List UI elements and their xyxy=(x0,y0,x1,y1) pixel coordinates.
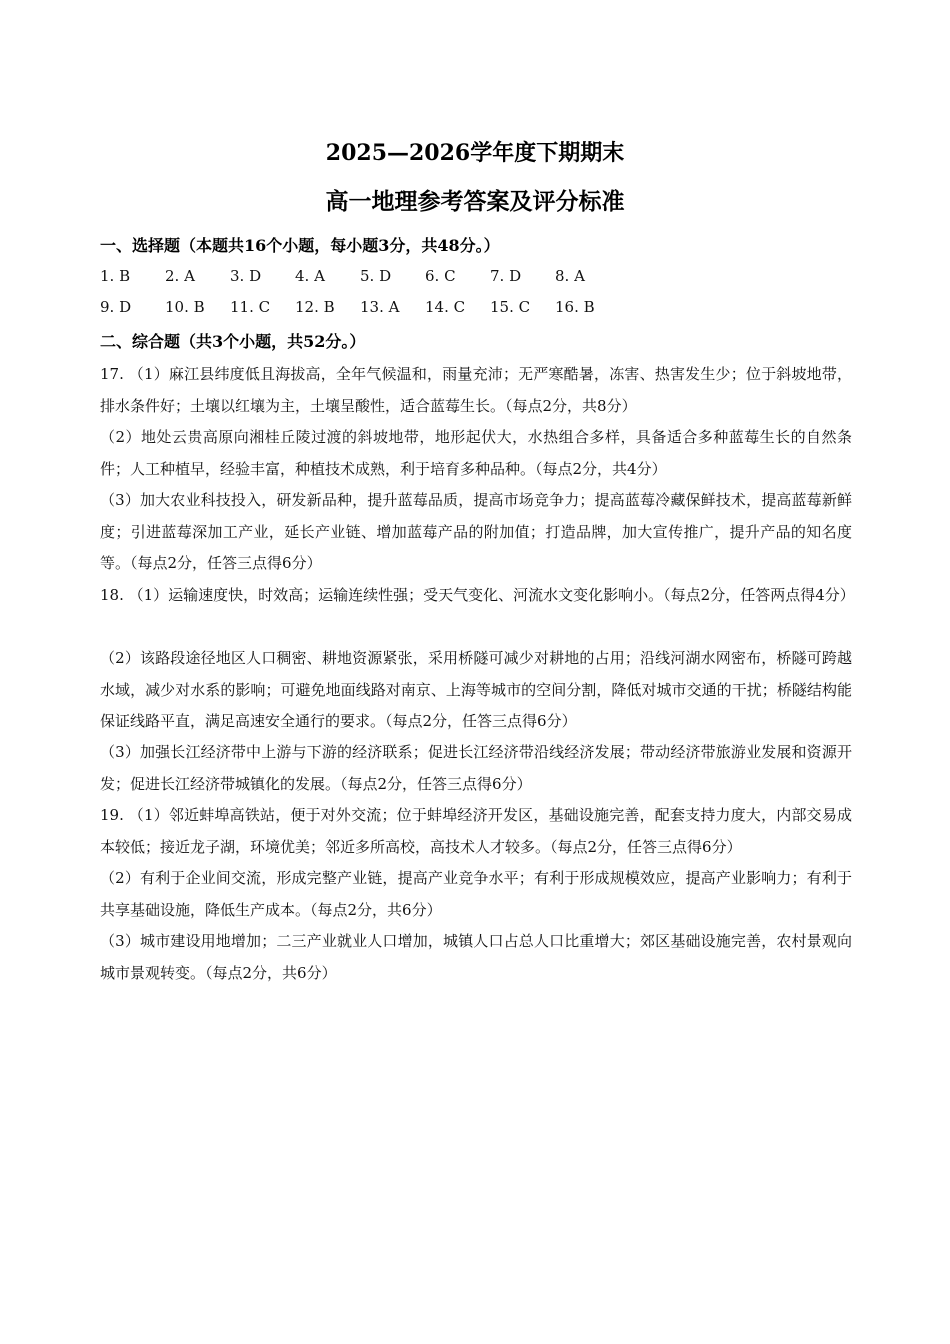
answer-item: 6. C xyxy=(425,267,456,285)
answer-item: 10. B xyxy=(165,298,205,316)
answer-item: 14. C xyxy=(425,298,466,316)
answer-item: 1. B xyxy=(100,267,131,285)
answer-item: 3. D xyxy=(230,267,262,285)
q17-part1: 17. （1）麻江县纬度低且海拔高，全年气候温和，雨量充沛；无严寒酷暑，冻害、热害发生少；位于斜坡地带，排水条件好；土壤以红壤为主，土壤呈酸性，适合蓝莓生长。（每点2分，共8分） xyxy=(100,365,852,415)
q18-part3: （3）加强长江经济带中上游与下游的经济联系；促进长江经济带沿线经济发展；带动经济带旅游业发展和资源开发；促进长江经济带城镇化的发展。（每点2分，任答三点得6分） xyxy=(100,743,852,793)
q17-part2: （2）地处云贵高原向湘桂丘陵过渡的斜坡地带，地形起伏大，水热组合多样，具备适合多种蓝莓生长的自然条件；人工种植早，经验丰富，种植技术成熟，利于培育多种品种。（每点2分，共4分） xyxy=(100,428,852,478)
q19-part1: 19. （1）邻近蚌埠高铁站，便于对外交流；位于蚌埠经济开发区，基础设施完善，配套支持力度大，内部交易成本较低；接近龙子湖，环境优美；邻近多所高校，高技术人才较多。（每点2分，任答三点得6分） xyxy=(100,806,852,856)
answer-item: 15. C xyxy=(490,298,531,316)
answer-item: 13. A xyxy=(360,298,400,316)
exam-subtitle: 高一地理参考答案及评分标准 xyxy=(325,188,625,215)
answer-item: 8. A xyxy=(555,267,585,285)
q19-part2: （2）有利于企业间交流，形成完整产业链，提高产业竞争水平；有利于形成规模效应，提高产业影响力；有利于共享基础设施，降低生产成本。（每点2分，共6分） xyxy=(100,869,852,919)
section2-heading: 二、综合题（共3个小题，共52分。） xyxy=(100,332,366,351)
answer-row-2 xyxy=(100,298,620,316)
q17-part3: （3）加大农业科技投入，研发新品种，提升蓝莓品质，提高市场竞争力；提高蓝莓冷藏保鲜技术，提高蓝莓新鲜度；引进蓝莓深加工产业，延长产业链、增加蓝莓产品的附加值；打造品牌，加大宣传推广，提升产品的知名度等。（每点2分，任答三点得6分） xyxy=(100,491,852,572)
answer-item: 12. B xyxy=(295,298,335,316)
answer-item: 16. B xyxy=(555,298,595,316)
answer-row-1 xyxy=(100,267,620,285)
q19-part3: （3）城市建设用地增加；二三产业就业人口增加，城镇人口占总人口比重增大；郊区基础设施完善，农村景观向城市景观转变。（每点2分，共6分） xyxy=(100,932,852,982)
answer-item: 7. D xyxy=(490,267,522,285)
answer-item: 11. C xyxy=(230,298,271,316)
answer-item: 2. A xyxy=(165,267,195,285)
q18-part2: （2）该路段途径地区人口稠密、耕地资源紧张，采用桥隧可减少对耕地的占用；沿线河湖水网密布，桥隧可跨越水域，减少对水系的影响；可避免地面线路对南京、上海等城市的空间分割，降低对城市交通的干扰；桥隧结构能保证线路平直，满足高速安全通行的要求。（每点2分，任答三点得6分） xyxy=(100,649,852,730)
q18-part1: 18. （1）运输速度快，时效高；运输连续性强；受天气变化、河流水文变化影响小。（每点2分，任答两点得4分） xyxy=(100,586,855,604)
section1-heading: 一、选择题（本题共16个小题，每小题3分，共48分。） xyxy=(100,236,500,255)
answer-item: 4. A xyxy=(295,267,325,285)
answer-item: 5. D xyxy=(360,267,392,285)
exam-title: 2025—2026学年度下期期末 xyxy=(325,140,625,166)
answer-item: 9. D xyxy=(100,298,132,316)
